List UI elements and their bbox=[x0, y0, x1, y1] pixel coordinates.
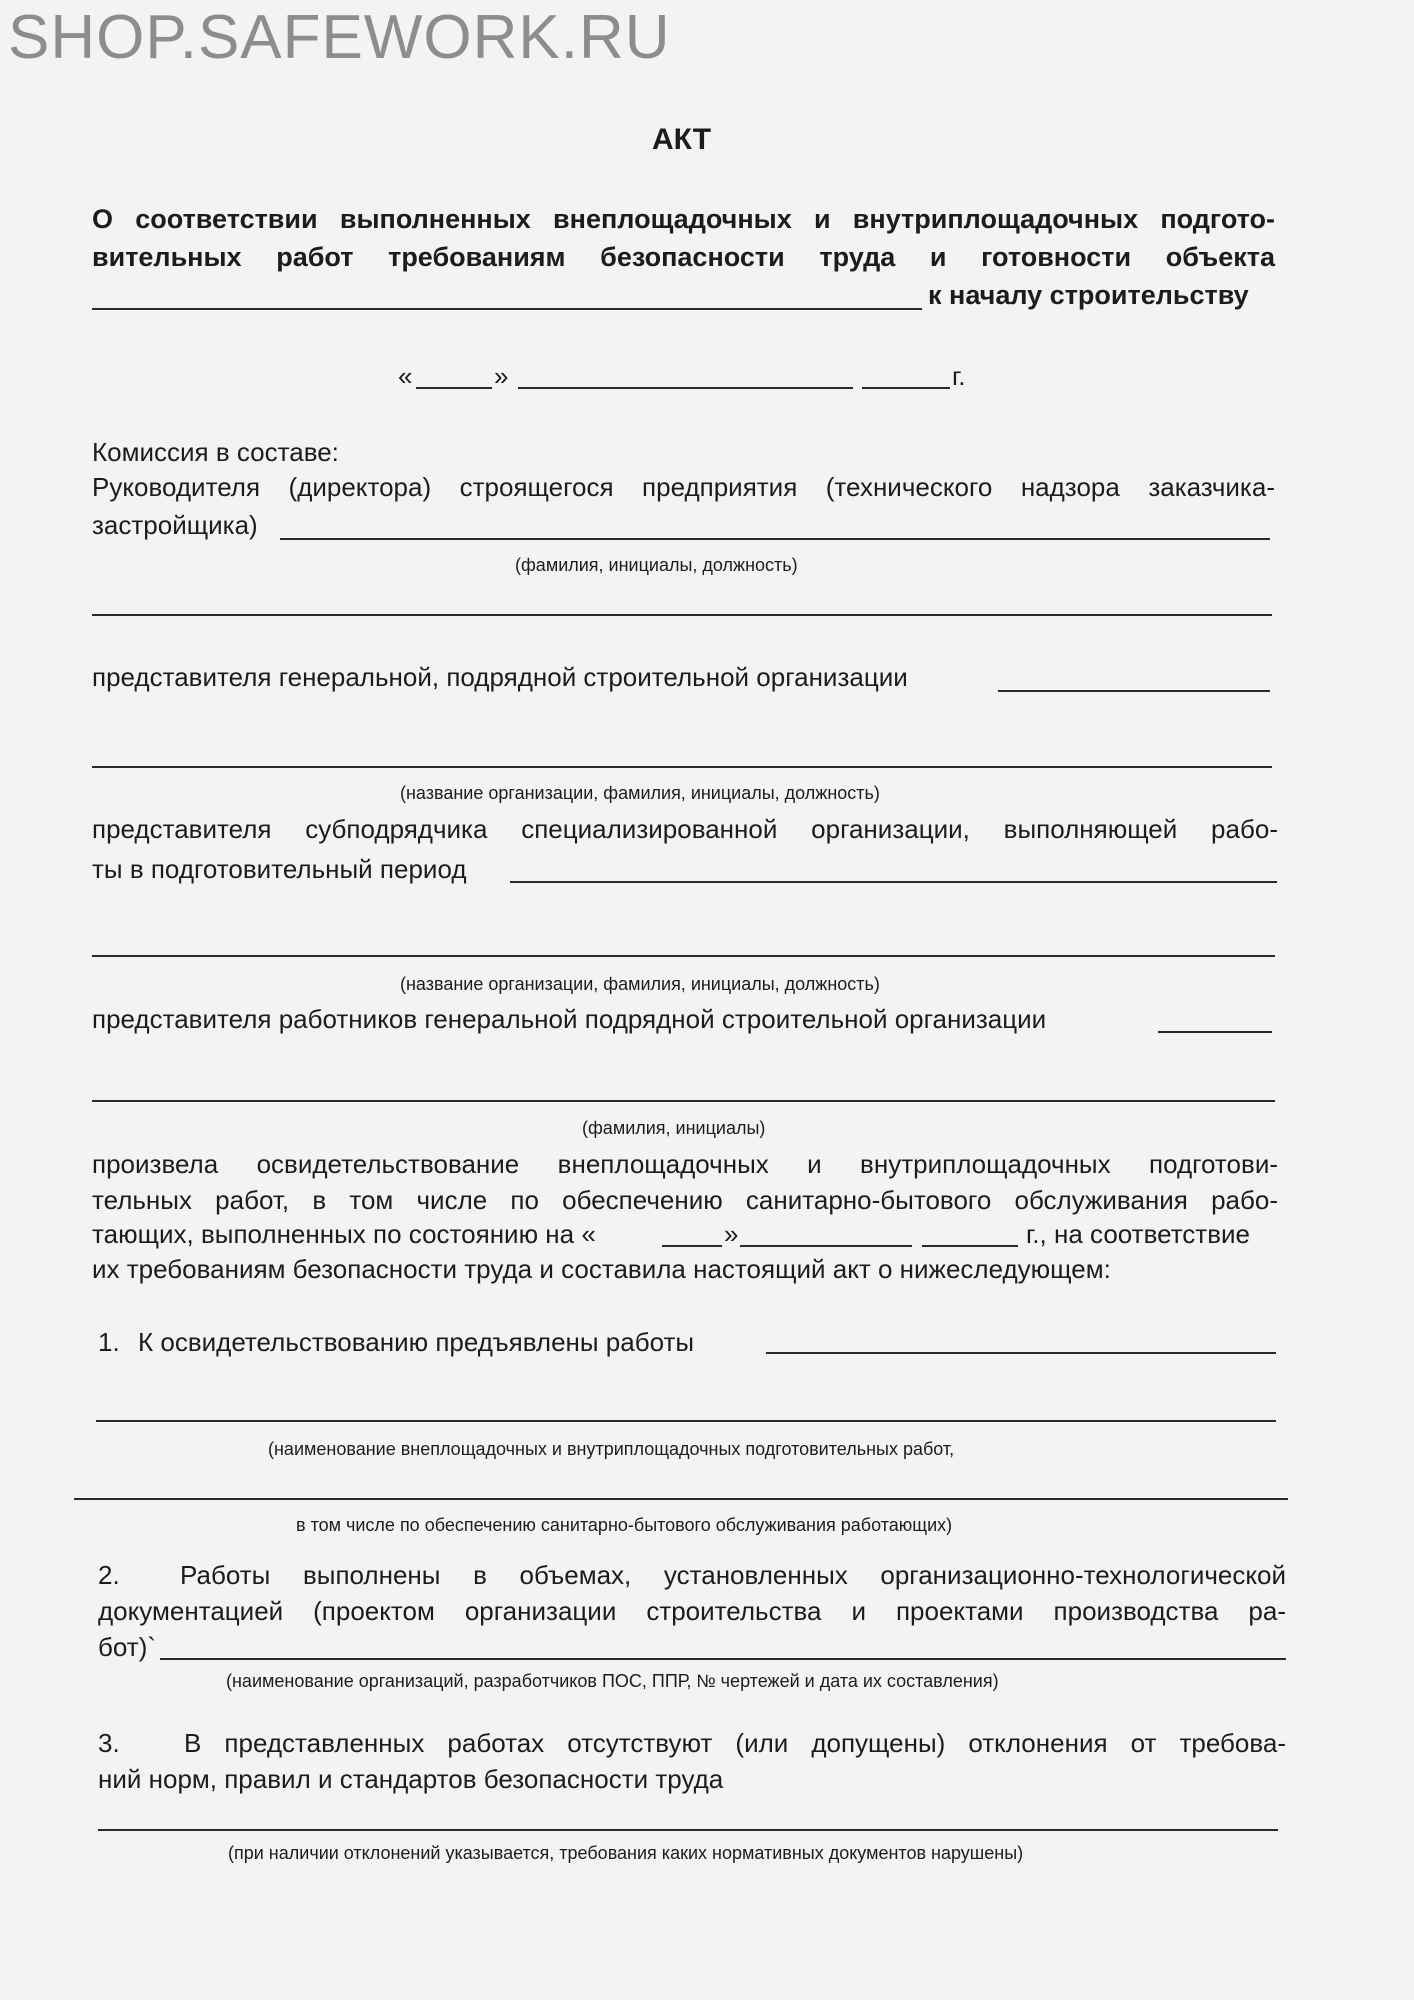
general-contractor-caption: (название организации, фамилия, инициалы, должность) bbox=[400, 783, 880, 803]
item-2-caption: (наименование организаций, разработчиков ПОС, ППР, № чертежей и дата их составления) bbox=[226, 1671, 999, 1691]
item-2-line-2: документацией (проектом организации строительства и проектами производства ра- bbox=[98, 1596, 1286, 1626]
item-1-blank bbox=[766, 1352, 1276, 1354]
item-3-line-2: ний норм, правил и стандартов безопасности труда bbox=[98, 1764, 724, 1794]
date-open-quote: « bbox=[398, 361, 413, 391]
item-3-line-1: В представленных работах отсутствуют (или допущены) отклонения от требова- bbox=[184, 1728, 1286, 1758]
inspection-day-blank bbox=[662, 1245, 722, 1247]
date-year-suffix: г. bbox=[952, 361, 966, 391]
inspection-year-blank bbox=[922, 1245, 1018, 1247]
subtitle-line-3: к началу строительству bbox=[928, 280, 1249, 310]
general-contractor-blank-2 bbox=[92, 766, 1272, 768]
director-line-2: застройщика) bbox=[92, 510, 258, 540]
subcontractor-blank-2 bbox=[92, 955, 1275, 957]
subtitle-line-2: вительных работ требованиям безопасности труда и готовности объекта bbox=[92, 242, 1275, 272]
subtitle-line-1: О соответствии выполненных внеплощадочных и внутриплощадочных подгото- bbox=[92, 204, 1275, 234]
date-day-blank bbox=[416, 387, 492, 389]
item-3-caption: (при наличии отклонений указывается, требования каких нормативных документов нарушены) bbox=[228, 1843, 1024, 1863]
subcontractor-blank bbox=[510, 881, 1277, 883]
workers-caption: (фамилия, инициалы) bbox=[582, 1118, 766, 1138]
inspection-line-3-start: тающих, выполненных по состоянию на « bbox=[92, 1219, 596, 1249]
director-blank-2 bbox=[92, 614, 1272, 616]
director-caption: (фамилия, инициалы, должность) bbox=[515, 555, 798, 575]
general-contractor-blank bbox=[998, 690, 1270, 692]
item-1-number: 1. bbox=[98, 1327, 120, 1357]
subcontractor-caption: (название организации, фамилия, инициалы, должность) bbox=[400, 974, 880, 994]
general-contractor-label: представителя генеральной, подрядной строительной организации bbox=[92, 662, 908, 692]
subcontractor-line-1: представителя субподрядчика специализированной организации, выполняющей рабо- bbox=[92, 814, 1278, 844]
commission-intro: Комиссия в составе: bbox=[92, 437, 339, 467]
item-2-number: 2. bbox=[98, 1560, 120, 1590]
workers-representative-label: представителя работников генеральной подрядной строительной организации bbox=[92, 1004, 1047, 1034]
subcontractor-line-2: ты в подготовительный период bbox=[92, 854, 467, 884]
item-2-line-1: Работы выполнены в объемах, установленных организационно-технологической bbox=[180, 1560, 1286, 1590]
item-1-blank-3 bbox=[74, 1498, 1288, 1500]
inspection-line-2: тельных работ, в том числе по обеспечению санитарно-бытового обслуживания рабо- bbox=[92, 1185, 1278, 1215]
item-2-line-3: бот)` bbox=[98, 1632, 157, 1662]
inspection-line-1: произвела освидетельствование внеплощадочных и внутриплощадочных подготови- bbox=[92, 1149, 1278, 1179]
watermark: SHOP.SAFEWORK.RU bbox=[8, 3, 671, 72]
item-1-caption-2: в том числе по обеспечению санитарно-бытового обслуживания работающих) bbox=[296, 1515, 953, 1535]
inspection-line-3-mid: » bbox=[724, 1219, 739, 1249]
director-line-1: Руководителя (директора) строящегося предприятия (технического надзора заказчика- bbox=[92, 472, 1275, 502]
workers-blank bbox=[1158, 1031, 1272, 1033]
inspection-month-blank bbox=[740, 1245, 912, 1247]
item-1-blank-2 bbox=[96, 1420, 1276, 1422]
date-year-blank bbox=[862, 387, 950, 389]
director-blank bbox=[280, 538, 1270, 540]
date-month-blank bbox=[518, 387, 853, 389]
item-2-blank bbox=[160, 1658, 1286, 1660]
item-3-number: 3. bbox=[98, 1728, 120, 1758]
item-1-caption-1: (наименование внеплощадочных и внутриплощадочных подготовительных работ, bbox=[268, 1439, 955, 1459]
inspection-line-4: их требованиям безопасности труда и составила настоящий акт о нижеследующем: bbox=[92, 1254, 1111, 1284]
object-name-blank bbox=[92, 308, 922, 310]
date-close-quote: » bbox=[494, 361, 509, 391]
item-1-text: К освидетельствованию предъявлены работы bbox=[138, 1327, 695, 1357]
inspection-line-3-end: г., на соответствие bbox=[1026, 1219, 1251, 1249]
item-3-blank bbox=[98, 1829, 1278, 1831]
workers-blank-2 bbox=[92, 1100, 1275, 1102]
document-title: АКТ bbox=[652, 123, 712, 156]
